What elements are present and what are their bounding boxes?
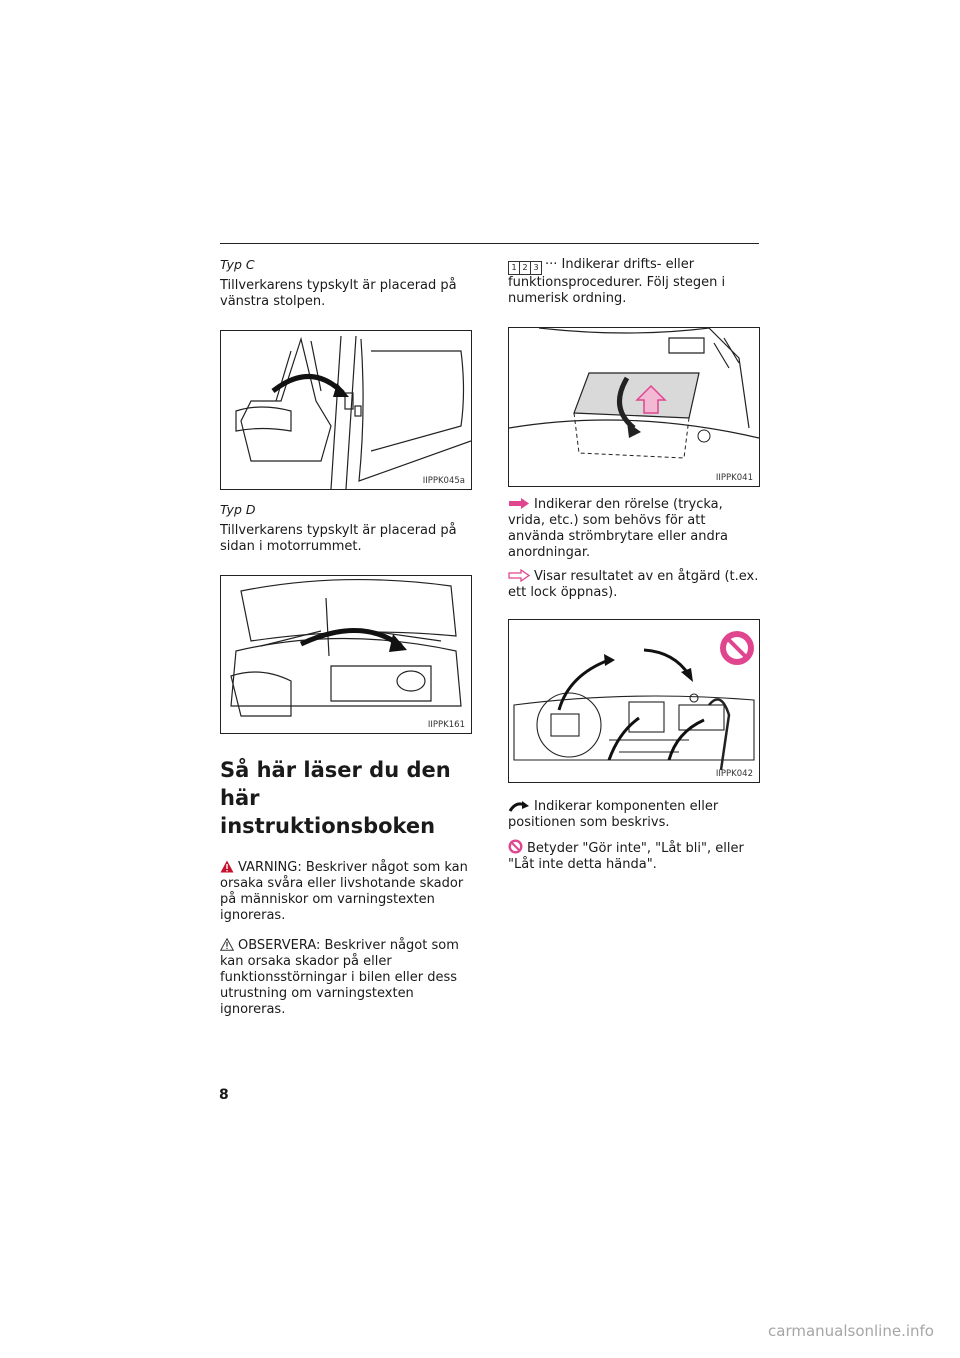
notice-paragraph [220,938,472,1018]
component-arrow-icon [508,800,530,812]
dashboard-illustration [509,620,759,782]
typc-text: Tillverkarens typskylt är placerad på vänstra stolpen. [220,278,457,309]
component-text: Indikerar komponenten eller positionen som beskrivs. [508,799,719,830]
door-pillar-illustration [221,331,471,489]
caution-icon [220,938,234,951]
section-heading: Så här läser du den här instruktionsboken [220,758,451,838]
move-text: Indikerar den rörelse (trycka, vrida, etc.) som behövs för att använda strömbrytare eller andra anordningar. [508,497,729,560]
steps-text: Indikerar drifts- eller funktionsprocedurer. Följ stegen i numerisk ordning. [508,257,726,306]
page-number: 8 [219,1087,229,1103]
figure-dashboard [508,619,760,783]
figure-overhead-console [508,327,760,487]
action-arrow-icon [508,497,530,510]
watermark-footer: carmanualsonline.info [768,1322,934,1340]
steps-icon: 1 2 3 [508,261,541,275]
right-column [508,257,760,873]
warning-icon [220,860,234,873]
typd-label: Typ D [220,502,256,517]
typc-label: Typ C [220,257,255,272]
figure-code: IIPPK045a [422,476,465,486]
result-paragraph [508,569,760,601]
ellipsis-glyph: ··· [545,257,562,272]
figure-door-pillar [220,330,472,490]
warning-text: VARNING: Beskriver något som kan orsaka svåra eller livshotande skador på människor om varningstexten ignoreras. [220,860,468,923]
figure-code: IIPPK042 [715,769,753,779]
figure-code: IIPPK161 [427,720,465,730]
typd-text: Tillverkarens typskylt är placerad på sidan i motorrummet. [220,523,457,554]
left-column [220,257,472,1018]
component-paragraph [508,799,760,831]
result-text: Visar resultatet av en åtgärd (t.ex. ett lock öppnas). [508,569,759,600]
prohibit-paragraph [508,839,760,873]
prohibited-icon [508,839,523,854]
move-paragraph [508,497,760,561]
warning-paragraph [220,860,472,924]
top-rule [220,243,759,244]
steps-paragraph [508,257,760,307]
prohibit-text: Betyder "Gör inte", "Låt bli", eller "Låt inte detta hända". [508,841,744,872]
engine-bay-illustration [221,576,471,733]
result-arrow-icon [508,569,530,582]
figure-code: IIPPK041 [715,473,753,483]
overhead-console-illustration [509,328,759,486]
notice-text: OBSERVERA: Beskriver något som kan orsaka skador på eller funktionsstörningar i bilen eller dess utrustning om varningstexten ignoreras. [220,938,459,1017]
figure-engine-bay [220,575,472,734]
